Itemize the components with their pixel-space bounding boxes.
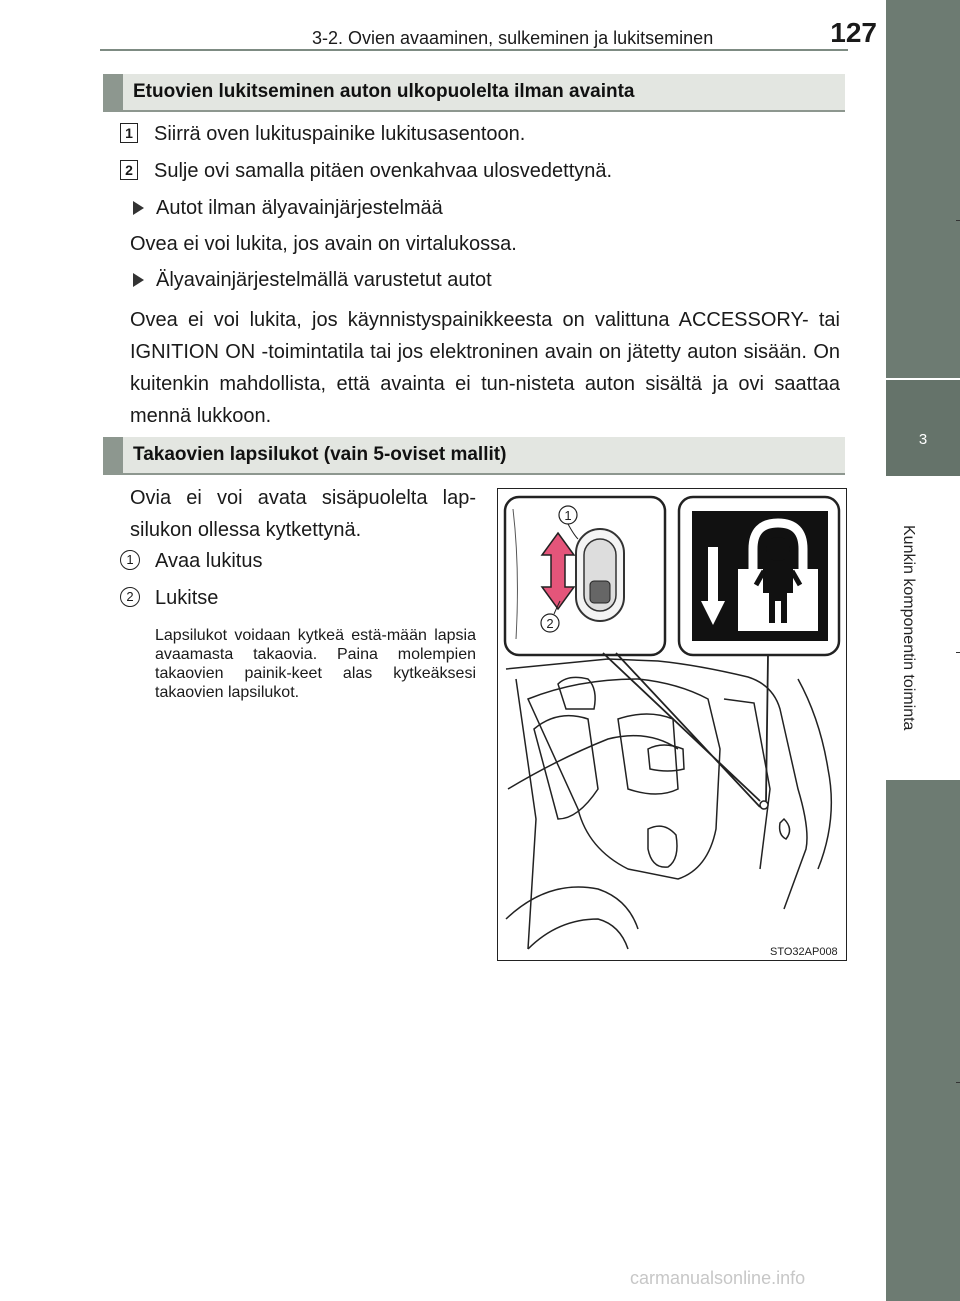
header-rule — [100, 49, 848, 51]
section-title: Etuovien lukitseminen auton ulkopuolelta ilman avainta — [133, 81, 635, 102]
chapter-title-vertical — [888, 478, 928, 778]
section-header-bar — [103, 74, 123, 110]
section-header-front-doors — [103, 74, 845, 112]
callout-1-label: 1 — [564, 508, 572, 523]
case-text: Ovea ei voi lukita, jos käynnistyspainikkeesta on valittuna ACCESSORY- tai IGNITION ON -toimintatila tai jos elektroninen avain on jätetty auton sisään. On kuitenkin mahdollista, että avainta ei tun-nisteta auton sisältä ja ovi saattaa mennä lukkoon. — [130, 309, 840, 427]
callout-number: 2 — [120, 587, 140, 607]
watermark: carmanualsonline.info — [630, 1268, 806, 1288]
illustration-drawing — [498, 489, 846, 960]
case-triangle-icon — [133, 273, 144, 287]
section-header-child-locks — [103, 437, 845, 475]
side-tab-bottom — [886, 780, 960, 1301]
page-number: 127 — [830, 17, 877, 48]
item-text: Avaa lukitus — [155, 550, 263, 572]
child-lock-illustration — [497, 488, 847, 961]
lock-switch-inset — [505, 497, 665, 655]
note-text: Lapsilukot voidaan kytkeä estä-mään lapsia avaamasta takaovia. Paina molempien takaovien painik-keet alas kytkeäksesi takaovien lapsilukot. — [155, 627, 476, 701]
section-header-bar — [103, 437, 123, 473]
margin-tick — [956, 652, 960, 653]
side-tab-top — [886, 0, 960, 378]
margin-tick — [956, 220, 960, 221]
case-triangle-icon — [133, 201, 144, 215]
step-number: 1 — [120, 123, 138, 143]
car-door-drawing — [506, 659, 831, 949]
item-text: Lukitse — [155, 587, 219, 609]
case-title: Älyavainjärjestelmällä varustetut autot — [156, 269, 492, 291]
intro-text: Ovia ei voi avata sisäpuolelta lap-silukon ollessa kytkettynä. — [130, 487, 476, 541]
step-text: Sulje ovi samalla pitäen ovenkahvaa ulosvedettynä. — [154, 160, 613, 182]
door-lock-switch-spot — [760, 801, 768, 809]
figure-code: STO32AP008 — [770, 946, 838, 958]
case-text: Ovea ei voi lukita, jos avain on virtalukossa. — [130, 233, 517, 255]
chapter-title-text: Kunkin komponentin toiminta — [900, 525, 917, 731]
step-text: Siirrä oven lukituspainike lukitusasentoon. — [154, 123, 526, 145]
section-title: Takaovien lapsilukot (vain 5-oviset mallit) — [133, 444, 507, 465]
step-number: 2 — [120, 160, 138, 180]
margin-tick — [956, 1082, 960, 1083]
callout-2-label: 2 — [546, 616, 554, 631]
chapter-number-tab: 3 — [886, 380, 960, 476]
running-header: 3-2. Ovien avaaminen, sulkeminen ja lukitseminen — [312, 28, 714, 48]
case-title: Autot ilman älyavainjärjestelmää — [156, 197, 443, 219]
child-lock-symbol-inset — [679, 497, 839, 655]
callout-number: 1 — [120, 550, 140, 570]
